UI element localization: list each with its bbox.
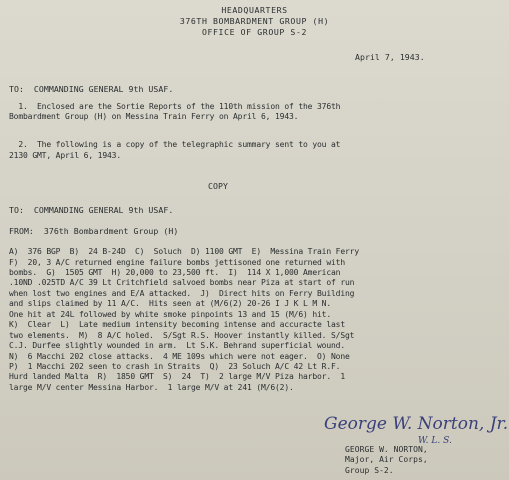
copy-label: COPY	[208, 181, 228, 191]
copy-addressee: TO: COMMANDING GENERAL 9th USAF.	[9, 205, 174, 215]
signatory-unit: Group S-2.	[345, 466, 394, 475]
handwritten-signature: George W. Norton, Jr.	[324, 414, 509, 434]
summary-line: F) 20, 3 A/C returned engine failure bombs jettisoned one returned with	[9, 258, 345, 267]
addressee-line: TO: COMMANDING GENERAL 9th USAF.	[9, 84, 174, 94]
document-date: April 7, 1943.	[355, 52, 425, 62]
header-line-2: 376TH BOMBARDMENT GROUP (H)	[179, 16, 330, 26]
paragraph-1-line: Bombardment Group (H) on Messina Train Ferry on April 6, 1943.	[9, 112, 299, 121]
header-line-1: HEADQUARTERS	[221, 5, 288, 15]
summary-line: N) 6 Macchi 202 close attacks. 4 ME 109s which were not eager. O) None	[9, 352, 350, 361]
summary-line: C.J. Durfee slightly wounded in arm. Lt S.K. Behrand superficial wound.	[9, 341, 345, 350]
signatory-name: GEORGE W. NORTON,	[345, 445, 428, 454]
summary-line: P) 1 Macchi 202 seen to crash in Straits Q) 23 Soluch A/C 42 Lt R.F.	[9, 362, 341, 371]
summary-line: large M/V center Messina Harbor. 1 large M/V at 241 (M/6(2).	[9, 383, 294, 392]
header-line-3: OFFICE OF GROUP S-2	[201, 27, 308, 37]
summary-line: Hurd landed Malta R) 1850 GMT S) 24 T) 2 large M/V Piza harbor. 1	[9, 372, 345, 381]
paragraph-2-line: 2130 GMT, April 6, 1943.	[9, 151, 121, 160]
copy-from: FROM: 376th Bombardment Group (H)	[9, 226, 179, 236]
summary-line: K) Clear L) Late medium intensity becoming intense and accuracte last	[9, 320, 345, 329]
summary-line: One hit at 24L followed by white smoke pinpoints 13 and 15 (M/6) hit.	[9, 310, 331, 319]
summary-line: A) 376 BGP B) 24 B-24D C) Soluch D) 1100 GMT E) Messina Train Ferry	[9, 247, 359, 256]
signatory-rank: Major, Air Corps,	[345, 455, 428, 464]
summary-line: and slips claimed by 11 A/C. Hits seen at (M/6(2) 20-26 I J K L M N.	[9, 299, 331, 308]
summary-line: two elements. M) 8 A/C holed. S/Sgt R.S. Hoover instantly killed. S/Sgt	[9, 331, 355, 340]
summary-line: when lost two engines and E/A attacked. J) Direct hits on Ferry Building	[9, 289, 355, 298]
summary-line: bombs. G) 1505 GMT H) 20,000 to 23,500 ft. I) 114 X 1,000 American	[9, 268, 341, 277]
summary-line: .10ND .025TD A/C 39 Lt Critchfield salvoed bombs near Piza at start of run	[9, 278, 355, 287]
handwritten-initials: W. L. S.	[418, 436, 452, 446]
paragraph-2-line: 2. The following is a copy of the telegraphic summary sent to you at	[9, 140, 341, 149]
paragraph-1-line: 1. Enclosed are the Sortie Reports of the 110th mission of the 376th	[9, 102, 341, 111]
